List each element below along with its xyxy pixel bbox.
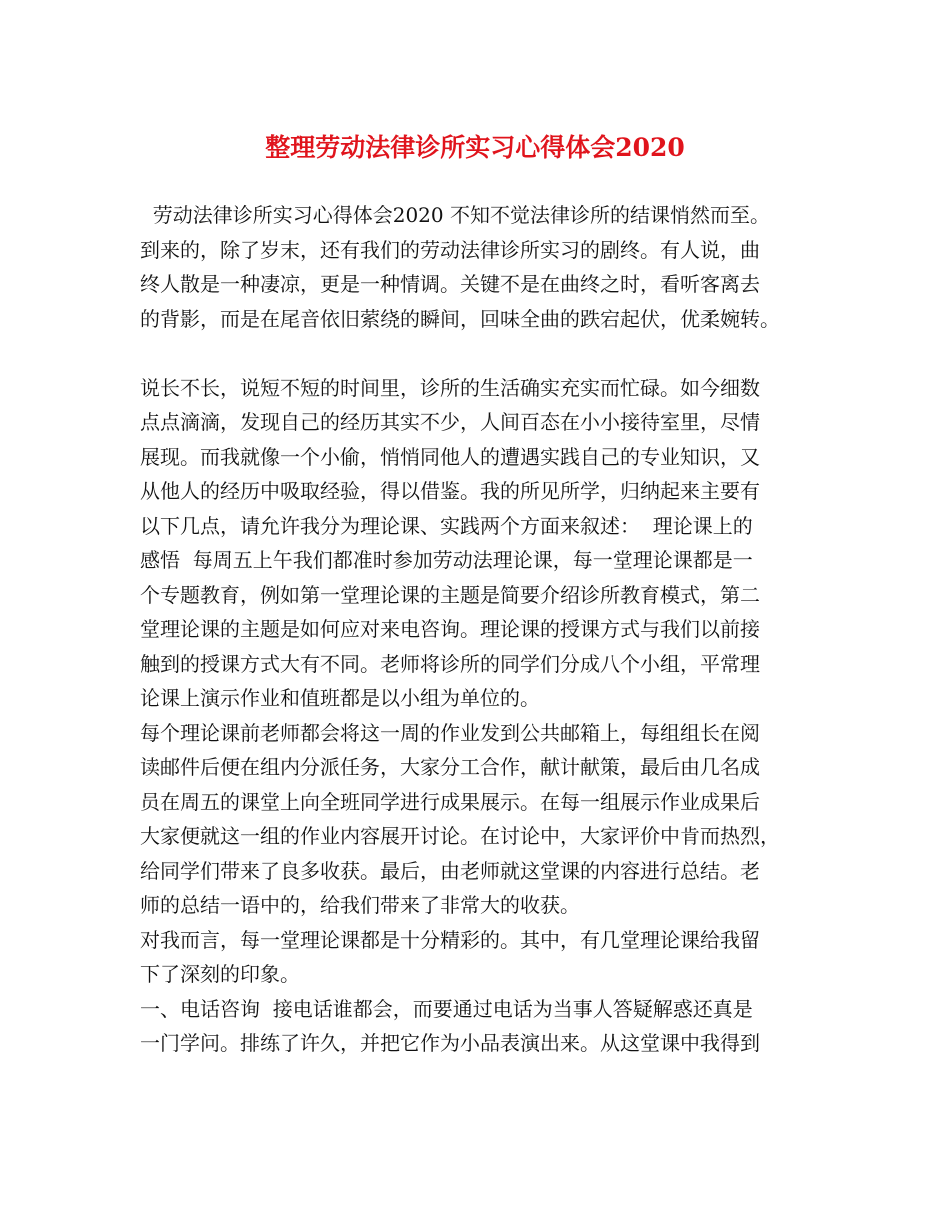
text-line: 读邮件后便在组内分派任务，大家分工合作，献计献策，最后由几名成	[140, 755, 760, 779]
text-line: 对我而言，每一堂理论课都是十分精彩的。其中，有几堂理论课给我留	[140, 927, 760, 952]
text-line: 劳动法律诊所实习心得体会2020 不知不觉法律诊所的结课悄然而至。	[140, 203, 770, 227]
text-line: 以下几点，请允许我分为理论课、实践两个方面来叙述： 理论课上的	[140, 513, 753, 538]
text-line: 大家便就这一组的作业内容展开讨论。在讨论中，大家评价中肯而热烈，	[140, 824, 780, 848]
text-line: 个专题教育，例如第一堂理论课的主题是简要介绍诊所教育模式，第二	[140, 582, 760, 607]
text-line: 员在周五的课堂上向全班同学进行成果展示。在每一组展示作业成果后	[140, 789, 760, 814]
text-line: 的背影，而是在尾音依旧萦绕的瞬间，回味全曲的跌宕起伏，优柔婉转。	[140, 306, 780, 331]
text-line: 一、电话咨询 接电话谁都会，而要通过电话为当事人答疑解惑还真是	[140, 996, 753, 1021]
text-line: 师的总结一语中的，给我们带来了非常大的收获。	[140, 893, 580, 917]
text-line: 点点滴滴，发现自己的经历其实不少，人间百态在小小接待室里，尽情	[140, 410, 760, 434]
text-line: 每个理论课前老师都会将这一周的作业发到公共邮箱上，每组组长在阅	[140, 720, 760, 745]
text-line: 展现。而我就像一个小偷，悄悄同他人的遭遇实践自己的专业知识，又	[140, 444, 760, 469]
text-line: 论课上演示作业和值班都是以小组为单位的。	[140, 686, 540, 710]
text-line: 感悟 每周五上午我们都准时参加劳动法理论课，每一堂理论课都是一	[140, 548, 753, 572]
text-line: 说长不长，说短不短的时间里，诊所的生活确实充实而忙碌。如今细数	[140, 375, 760, 400]
text-line: 终人散是一种凄凉，更是一种情调。关键不是在曲终之时，看听客离去	[140, 272, 760, 296]
document-body	[140, 198, 825, 1061]
text-line: 给同学们带来了良多收获。最后，由老师就这堂课的内容进行总结。老	[140, 858, 760, 883]
paragraph-gap	[140, 336, 825, 371]
text-line: 堂理论课的主题是如何应对来电咨询。理论课的授课方式与我们以前接	[140, 617, 760, 641]
text-line: 一门学问。排练了许久，并把它作为小品表演出来。从这堂课中我得到	[140, 1031, 760, 1055]
text-line: 下了深刻的印象。	[140, 962, 300, 986]
text-line: 到来的，除了岁末，还有我们的劳动法律诊所实习的剧终。有人说，曲	[140, 237, 760, 262]
text-line: 触到的授课方式大有不同。老师将诊所的同学们分成八个小组，平常理	[140, 651, 760, 676]
document-title: 整理劳动法律诊所实习心得体会2020	[265, 133, 685, 162]
text-line: 从他人的经历中吸取经验，得以借鉴。我的所见所学，归纳起来主要有	[140, 479, 760, 503]
